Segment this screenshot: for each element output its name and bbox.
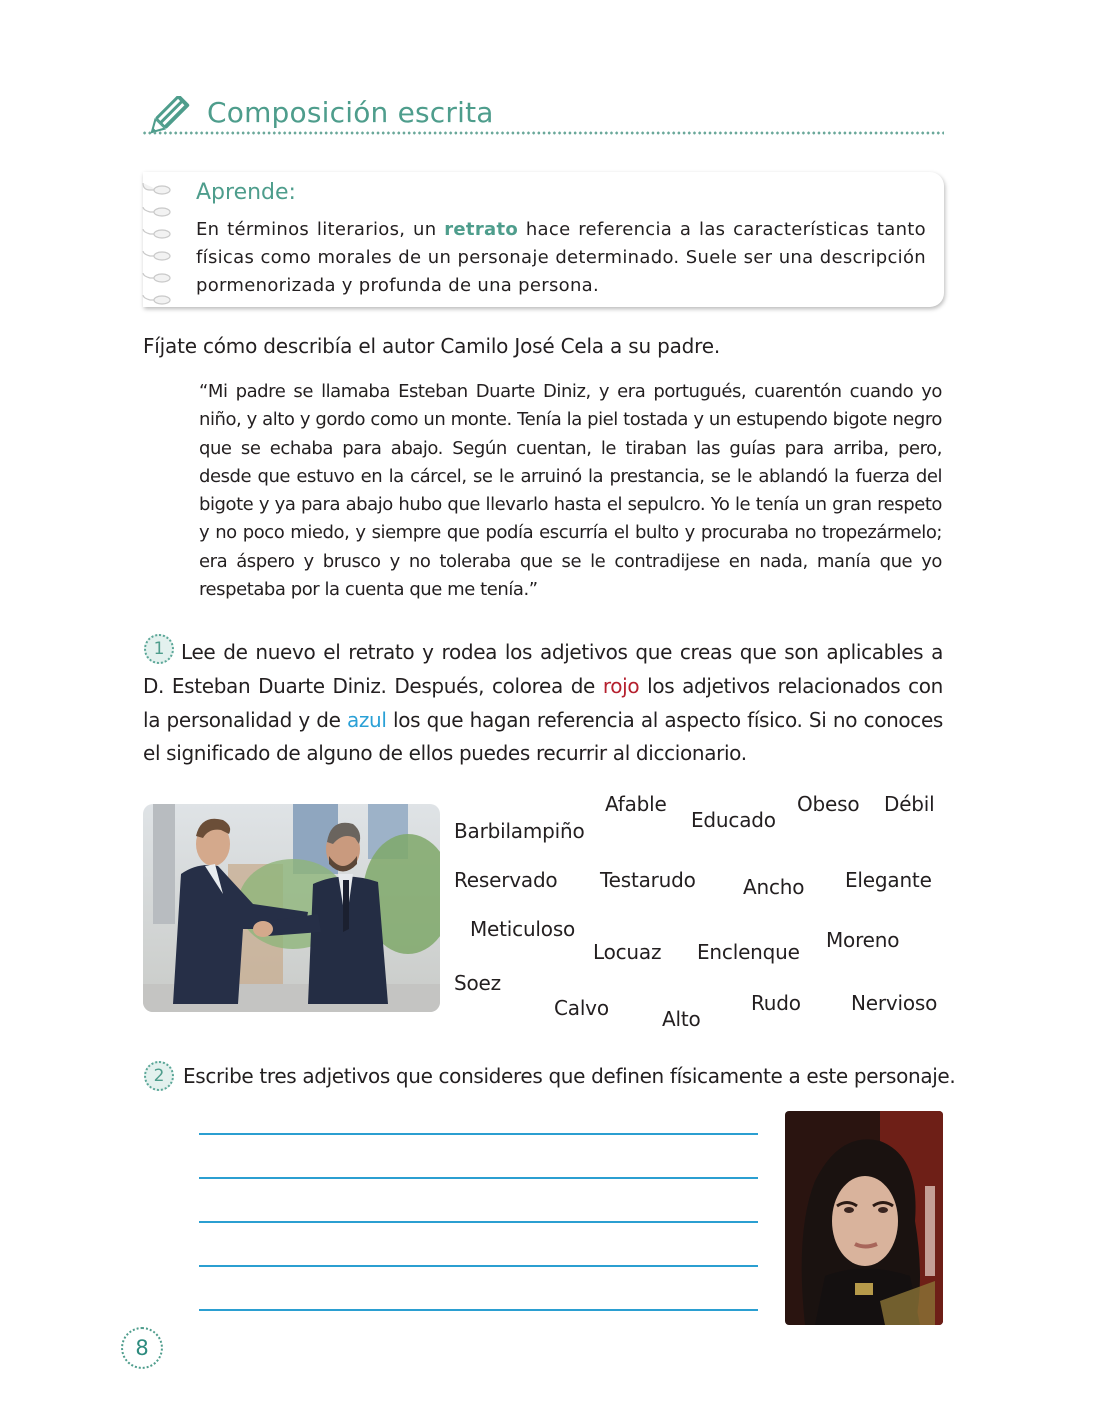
ex1-text-2: los adjetivos relacionados con la personalidad y de [143, 673, 943, 732]
answer-line[interactable] [199, 1265, 758, 1267]
answer-line[interactable] [199, 1133, 758, 1135]
exercise-1-badge: 1 [144, 634, 174, 664]
intro-text: Fíjate cómo describía el autor Camilo José Cela a su padre. [143, 334, 720, 358]
blue-word: azul [347, 707, 387, 732]
adjective-option[interactable]: Moreno [826, 928, 900, 952]
adjective-option[interactable]: Barbilampiño [454, 819, 585, 843]
adjective-option[interactable]: Locuaz [593, 940, 662, 964]
handshake-photo [143, 804, 440, 1012]
answer-line[interactable] [199, 1177, 758, 1179]
adjective-option[interactable]: Nervioso [851, 991, 938, 1015]
adjective-option[interactable]: Testarudo [600, 868, 696, 892]
spiral-binding-icon [140, 180, 176, 305]
answer-line[interactable] [199, 1221, 758, 1223]
pencil-icon [142, 96, 196, 146]
answer-line[interactable] [199, 1309, 758, 1311]
learn-text-end: hace referencia a las características tanto físicas como morales de un personaje determinado. Suele ser una descripción pormenorizada y profunda de una persona. [196, 219, 926, 296]
adjective-option[interactable]: Soez [454, 971, 501, 995]
adjective-option[interactable]: Alto [662, 1007, 701, 1031]
learn-box-title: Aprende: [196, 180, 296, 205]
exercise-1-instructions [143, 636, 943, 771]
adjective-option[interactable]: Rudo [751, 991, 801, 1015]
adjective-option[interactable]: Elegante [845, 868, 932, 892]
portrait-photo [785, 1111, 943, 1325]
keyword-retrato: retrato [444, 219, 519, 240]
adjective-option[interactable]: Meticuloso [470, 917, 576, 941]
ex1-text-3: los que hagan referencia al aspecto físico. Si no conoces el significado de alguno de ellos puedes recurrir al diccionario. [143, 707, 943, 766]
adjective-option[interactable]: Calvo [554, 996, 609, 1020]
section-title: Composición escrita [207, 96, 494, 129]
exercise-2-badge: 2 [144, 1061, 174, 1091]
learn-text-start: En términos literarios, un [196, 219, 445, 240]
adjective-option[interactable]: Enclenque [697, 940, 800, 964]
red-word: rojo [602, 673, 640, 698]
adjective-option[interactable]: Reservado [454, 868, 558, 892]
adjective-option[interactable]: Obeso [797, 792, 860, 816]
learn-box-text [196, 216, 926, 300]
adjective-option[interactable]: Ancho [743, 875, 805, 899]
exercise-2-instructions: Escribe tres adjetivos que consideres que definen físicamente a este personaje. [183, 1064, 956, 1088]
adjective-option[interactable]: Débil [884, 792, 935, 816]
ex1-text-1: Lee de nuevo el retrato y rodea los adjetivos que creas que son aplicables a D. Esteban Duarte Diniz. Después, colorea de [143, 640, 943, 698]
page-number: 8 [121, 1327, 163, 1369]
adjective-option[interactable]: Afable [605, 792, 667, 816]
cela-quote: “Mi padre se llamaba Esteban Duarte Diniz, y era portugués, cuarentón cuando yo niño, y alto y gordo como un monte. Tenía la piel tostada y un estupendo bigote negro que se echaba para abajo. Según cuentan, le tiraban las guías para arriba, pero, desde que estuvo en la cárcel, se le arruinó la prestancia, se le ablandó la fuerza del bigote y ya para abajo hubo que llevarlo hasta el sepulcro. Yo le tenía un gran respeto y no poco miedo, y siempre que podía escurría el bulto y procuraba no tropezármelo; era áspero y brusco y no toleraba que se le contradijese en nada, manía que yo respetaba por la cuenta que me tenía.” [199, 381, 942, 601]
header-dotted-rule [142, 131, 944, 135]
adjective-option[interactable]: Educado [691, 808, 776, 832]
